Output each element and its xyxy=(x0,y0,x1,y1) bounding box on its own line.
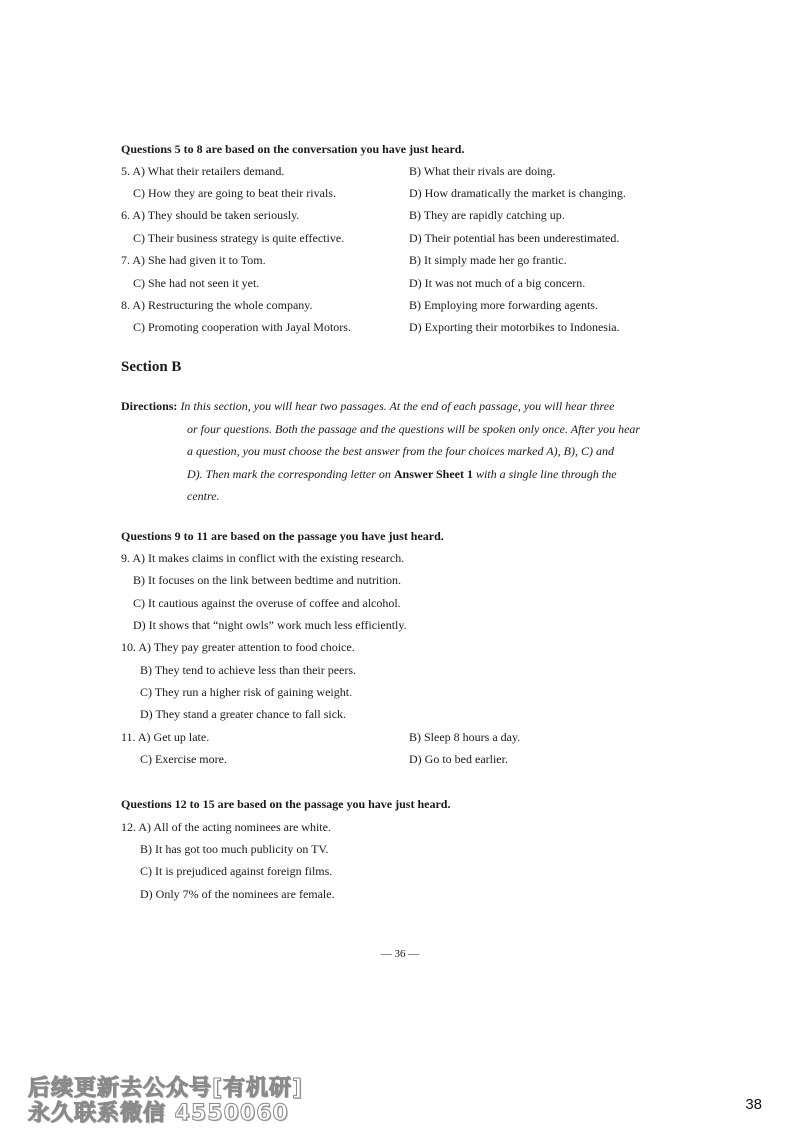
q9-option-d: D) It shows that “night owls” work much less efficiently. xyxy=(133,618,407,632)
q6-option-d: D) Their potential has been underestimated. xyxy=(409,231,620,245)
q8-option-d: D) Exporting their motorbikes to Indonesia. xyxy=(409,320,620,334)
q12-option-d: D) Only 7% of the nominees are female. xyxy=(140,887,335,901)
directions-line-3: a question, you must choose the best answer from the four choices marked A), B), C) and xyxy=(187,444,614,458)
q7-option-d: D) It was not much of a big concern. xyxy=(409,276,586,290)
q10-option-c: C) They run a higher risk of gaining weight. xyxy=(140,685,353,699)
q10-option-d: D) They stand a greater chance to fall sick. xyxy=(140,707,347,721)
q12-option-a: 12. A) All of the acting nominees are white. xyxy=(121,820,331,834)
directions-line-4 xyxy=(121,463,681,486)
q11-option-a: 11. A) Get up late. xyxy=(121,730,210,744)
q8-option-a: 8. A) Restructuring the whole company. xyxy=(121,298,313,312)
q6-option-c: C) Their business strategy is quite effective. xyxy=(133,231,345,245)
questions-9-11-heading: Questions 9 to 11 are based on the passage you have just heard. xyxy=(121,529,444,543)
q8-option-b: B) Employing more forwarding agents. xyxy=(409,298,598,312)
directions-label: Directions: xyxy=(121,399,178,413)
questions-5-8-heading: Questions 5 to 8 are based on the conversation you have just heard. xyxy=(121,142,465,156)
q11-option-c: C) Exercise more. xyxy=(140,752,227,766)
q9-option-b: B) It focuses on the link between bedtime and nutrition. xyxy=(133,573,401,587)
q11-option-b: B) Sleep 8 hours a day. xyxy=(409,730,521,744)
q9-option-c: C) It cautious against the overuse of coffee and alcohol. xyxy=(133,596,401,610)
q7-option-a: 7. A) She had given it to Tom. xyxy=(121,253,266,267)
answer-sheet-label: Answer Sheet 1 xyxy=(393,466,473,481)
q6-option-b: B) They are rapidly catching up. xyxy=(409,208,565,222)
q5-option-d: D) How dramatically the market is changing. xyxy=(409,186,626,200)
directions-line-5: centre. xyxy=(187,489,220,503)
directions-block xyxy=(121,395,681,508)
q5-option-a: 5. A) What their retailers demand. xyxy=(121,164,285,178)
directions-line-4-text: D). Then mark the corresponding letter on xyxy=(187,466,394,481)
q5-option-c: C) How they are going to beat their rivals. xyxy=(133,186,336,200)
page-number: — 36 — xyxy=(380,948,420,960)
q7-option-c: C) She had not seen it yet. xyxy=(133,276,260,290)
q12-option-c: C) It is prejudiced against foreign films. xyxy=(140,864,333,878)
q12-option-b: B) It has got too much publicity on TV. xyxy=(140,842,329,856)
q11-option-d: D) Go to bed earlier. xyxy=(409,752,508,766)
q9-option-a: 9. A) It makes claims in conflict with the existing research. xyxy=(121,551,405,565)
q5-option-b: B) What their rivals are doing. xyxy=(409,164,556,178)
q7-option-b: B) It simply made her go frantic. xyxy=(409,253,567,267)
directions-line-4-tail: with a single line through the xyxy=(472,466,617,481)
watermark xyxy=(28,1076,303,1126)
q8-option-c: C) Promoting cooperation with Jayal Motors. xyxy=(133,320,351,334)
q6-option-a: 6. A) They should be taken seriously. xyxy=(121,208,300,222)
watermark-line-2: 永久联系微信 4550060 xyxy=(28,1101,289,1126)
corner-page-number: 38 xyxy=(745,1096,762,1113)
directions-line-2: or four questions. Both the passage and the questions will be spoken only once. After you hear xyxy=(187,421,641,436)
directions-line-1: In this section, you will hear two passages. At the end of each passage, you will hear three xyxy=(180,399,615,413)
watermark-line-1: 后续更新去公众号[有机研] xyxy=(28,1076,304,1101)
questions-12-15-heading: Questions 12 to 15 are based on the passage you have just heard. xyxy=(121,797,451,811)
section-b-title: Section B xyxy=(121,359,182,375)
q10-option-a: 10. A) They pay greater attention to food choice. xyxy=(121,640,355,654)
q10-option-b: B) They tend to achieve less than their peers. xyxy=(140,663,357,677)
